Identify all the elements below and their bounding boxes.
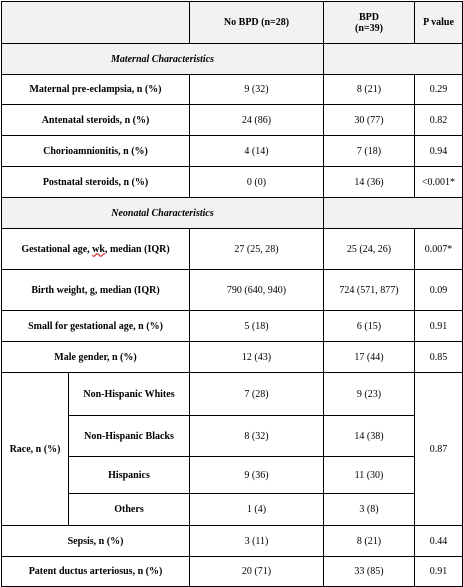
race-row bbox=[2, 457, 463, 494]
row-label-gestational-age bbox=[2, 229, 190, 270]
table-row bbox=[2, 229, 463, 270]
cell-bpd: 14 (36) bbox=[324, 167, 415, 198]
gestational-label-pre: Gestational age, bbox=[21, 243, 93, 255]
cell-bpd: 30 (77) bbox=[324, 105, 415, 136]
cell-no-bpd: 4 (14) bbox=[190, 136, 324, 167]
cell-no-bpd: 8 (32) bbox=[190, 416, 324, 457]
gestational-label-post: , median (IQR) bbox=[104, 243, 170, 255]
race-row bbox=[2, 494, 463, 526]
cell-p-value: 0.91 bbox=[415, 557, 463, 587]
cell-no-bpd: 9 (36) bbox=[190, 457, 324, 494]
cell-p-value: 0.94 bbox=[415, 136, 463, 167]
row-label: Patent ductus arteriosus, n (%) bbox=[2, 557, 190, 587]
table-row bbox=[2, 311, 463, 342]
race-sub-label: Others bbox=[69, 494, 190, 526]
cell-bpd: 9 (23) bbox=[324, 373, 415, 416]
header-bpd-line2: (n=39) bbox=[355, 22, 383, 34]
header-no-bpd: No BPD (n=28) bbox=[190, 2, 324, 44]
cell-p-value: 0.007* bbox=[415, 229, 463, 270]
row-label: Birth weight, g, median (IQR) bbox=[2, 270, 190, 311]
table-row bbox=[2, 557, 463, 587]
cell-bpd: 724 (571, 877) bbox=[324, 270, 415, 311]
table-row bbox=[2, 105, 463, 136]
race-sub-label: Hispanics bbox=[69, 457, 190, 494]
header-bpd-line1: BPD bbox=[359, 11, 379, 23]
table-row bbox=[2, 342, 463, 373]
race-label: Race, n (%) bbox=[2, 373, 69, 526]
table-row bbox=[2, 167, 463, 198]
table-row bbox=[2, 526, 463, 557]
cell-p-value: 0.91 bbox=[415, 311, 463, 342]
section-neonatal-row bbox=[2, 198, 463, 229]
table-row bbox=[2, 270, 463, 311]
cell-no-bpd: 27 (25, 28) bbox=[190, 229, 324, 270]
cell-p-value: 0.09 bbox=[415, 270, 463, 311]
section-neonatal: Neonatal Characteristics bbox=[2, 198, 324, 229]
cell-no-bpd: 24 (86) bbox=[190, 105, 324, 136]
cell-no-bpd: 9 (32) bbox=[190, 75, 324, 105]
race-row bbox=[2, 416, 463, 457]
section-neonatal-blank bbox=[324, 198, 463, 229]
row-label: Small for gestational age, n (%) bbox=[2, 311, 190, 342]
cell-p-value: <0.001* bbox=[415, 167, 463, 198]
cell-no-bpd: 5 (18) bbox=[190, 311, 324, 342]
section-maternal-blank bbox=[324, 44, 463, 75]
cell-p-value: 0.44 bbox=[415, 526, 463, 557]
gestational-label-squiggle: wk bbox=[92, 243, 105, 255]
row-label: Maternal pre-eclampsia, n (%) bbox=[2, 75, 190, 105]
header-p-value: P value bbox=[415, 2, 463, 44]
cell-no-bpd: 1 (4) bbox=[190, 494, 324, 526]
cell-no-bpd: 12 (43) bbox=[190, 342, 324, 373]
cell-bpd: 17 (44) bbox=[324, 342, 415, 373]
table-row bbox=[2, 136, 463, 167]
cell-p-value: 0.85 bbox=[415, 342, 463, 373]
header-bpd bbox=[324, 2, 415, 44]
cell-bpd: 8 (21) bbox=[324, 75, 415, 105]
cell-p-value: 0.29 bbox=[415, 75, 463, 105]
cell-no-bpd: 3 (11) bbox=[190, 526, 324, 557]
section-maternal-row bbox=[2, 44, 463, 75]
cell-no-bpd: 0 (0) bbox=[190, 167, 324, 198]
cell-bpd: 14 (38) bbox=[324, 416, 415, 457]
cell-bpd: 7 (18) bbox=[324, 136, 415, 167]
cell-p-value: 0.82 bbox=[415, 105, 463, 136]
cell-bpd: 3 (8) bbox=[324, 494, 415, 526]
cell-bpd: 11 (30) bbox=[324, 457, 415, 494]
row-label: Male gender, n (%) bbox=[2, 342, 190, 373]
table-row bbox=[2, 75, 463, 105]
race-sub-label: Non-Hispanic Whites bbox=[69, 373, 190, 416]
row-label: Sepsis, n (%) bbox=[2, 526, 190, 557]
section-maternal: Maternal Characteristics bbox=[2, 44, 324, 75]
header-row bbox=[2, 2, 463, 44]
cell-no-bpd: 7 (28) bbox=[190, 373, 324, 416]
row-label: Postnatal steroids, n (%) bbox=[2, 167, 190, 198]
race-p-value: 0.87 bbox=[415, 373, 463, 526]
bpd-characteristics-table bbox=[1, 1, 463, 587]
race-sub-label: Non-Hispanic Blacks bbox=[69, 416, 190, 457]
cell-bpd: 25 (24, 26) bbox=[324, 229, 415, 270]
cell-no-bpd: 790 (640, 940) bbox=[190, 270, 324, 311]
row-label: Chorioamnionitis, n (%) bbox=[2, 136, 190, 167]
cell-bpd: 8 (21) bbox=[324, 526, 415, 557]
race-row bbox=[2, 373, 463, 416]
cell-bpd: 6 (15) bbox=[324, 311, 415, 342]
row-label: Antenatal steroids, n (%) bbox=[2, 105, 190, 136]
header-label-cell bbox=[2, 2, 190, 44]
cell-no-bpd: 20 (71) bbox=[190, 557, 324, 587]
cell-bpd: 33 (85) bbox=[324, 557, 415, 587]
